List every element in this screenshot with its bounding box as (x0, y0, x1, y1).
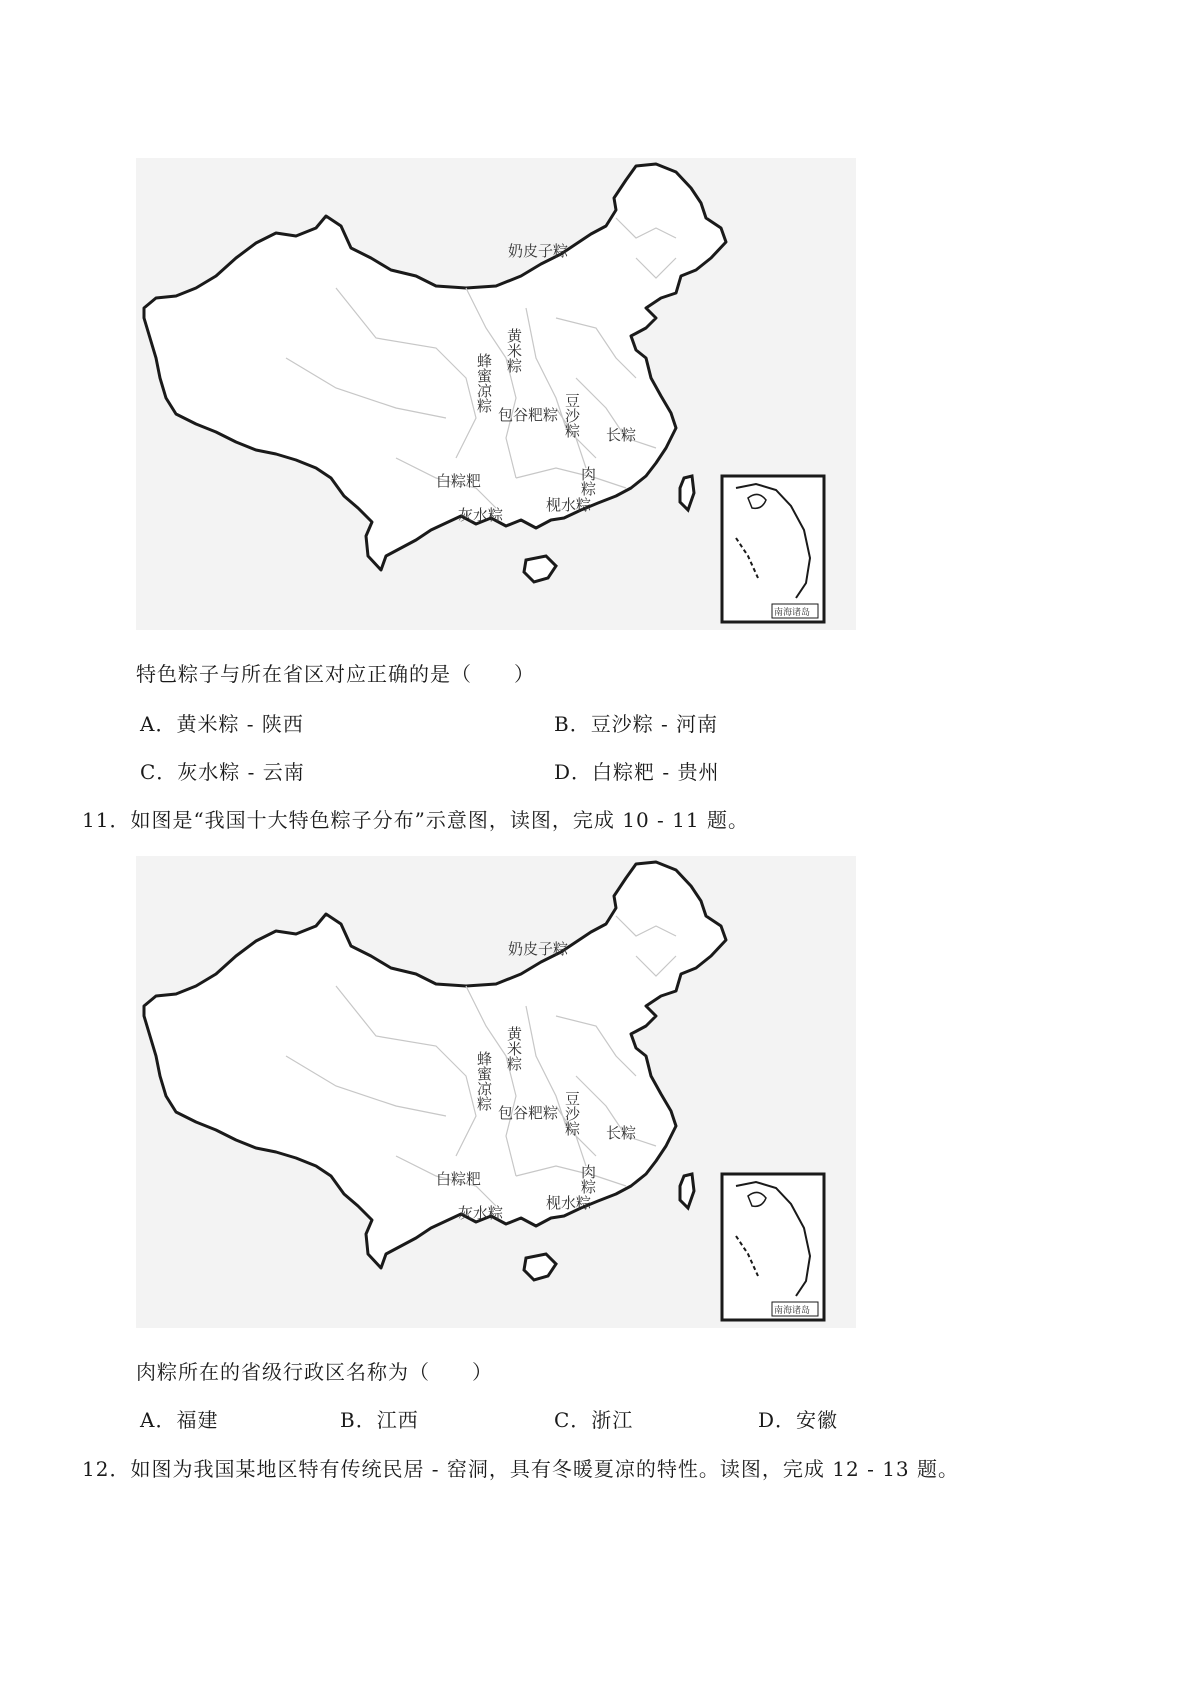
label-baizong: 白粽粑 (436, 472, 482, 490)
q10-option-d: D．白粽粑 - 贵州 (554, 760, 720, 784)
q11-intro: 11．如图是“我国十大特色粽子分布”示意图，读图，完成 10 - 11 题。 (82, 808, 749, 832)
zongzi-distribution-map-2 (136, 856, 856, 1328)
south-china-sea-inset (722, 1174, 824, 1320)
china-map-figure (136, 158, 856, 630)
inset-label: 南海诸岛 (774, 608, 811, 618)
q11-option-d: D．安徽 (758, 1408, 839, 1432)
label-huishui: 灰水粽 (458, 1204, 504, 1222)
label-jianshui: 枧水粽 (546, 496, 592, 514)
label-huishui: 灰水粽 (458, 506, 504, 524)
label-dousha: 豆沙粽 (563, 1091, 581, 1136)
label-dousha: 豆沙粽 (563, 393, 581, 438)
south-china-sea-inset (722, 476, 824, 622)
china-map-figure-2 (136, 856, 856, 1328)
q11-option-b: B．江西 (340, 1408, 419, 1432)
label-huangmi: 黄米粽 (505, 328, 523, 373)
q12-intro: 12．如图为我国某地区特有传统民居 - 窑洞，具有冬暖夏凉的特性。读图，完成 12 - 13 题。 (82, 1457, 960, 1481)
label-baogu: 包谷粑粽 (498, 1104, 559, 1122)
label-huangmi: 黄米粽 (505, 1026, 523, 1071)
label-fengmi: 蜂蜜凉粽 (475, 1051, 493, 1111)
label-naipizi: 奶皮子粽 (508, 242, 569, 260)
label-chang: 长粽 (606, 426, 637, 444)
q10-option-c: C．灰水粽 - 云南 (140, 760, 305, 784)
inset-label: 南海诸岛 (774, 1306, 811, 1316)
q10-option-b: B．豆沙粽 - 河南 (554, 712, 719, 736)
label-chang: 长粽 (606, 1124, 637, 1142)
label-baogu: 包谷粑粽 (498, 406, 559, 424)
label-jianshui: 枧水粽 (546, 1194, 592, 1212)
label-rou: 肉粽 (579, 1164, 597, 1194)
q11-option-c: C．浙江 (554, 1408, 634, 1432)
q11-option-a: A．福建 (140, 1408, 219, 1432)
label-fengmi: 蜂蜜凉粽 (475, 353, 493, 413)
label-naipizi: 奶皮子粽 (508, 940, 569, 958)
q10-option-a: A．黄米粽 - 陕西 (140, 712, 304, 736)
label-rou: 肉粽 (579, 466, 597, 496)
zongzi-distribution-map (136, 158, 856, 630)
q11-stem: 肉粽所在的省级行政区名称为（ ） (136, 1360, 493, 1384)
q10-stem: 特色粽子与所在省区对应正确的是（ ） (136, 662, 535, 686)
label-baizong: 白粽粑 (436, 1170, 482, 1188)
